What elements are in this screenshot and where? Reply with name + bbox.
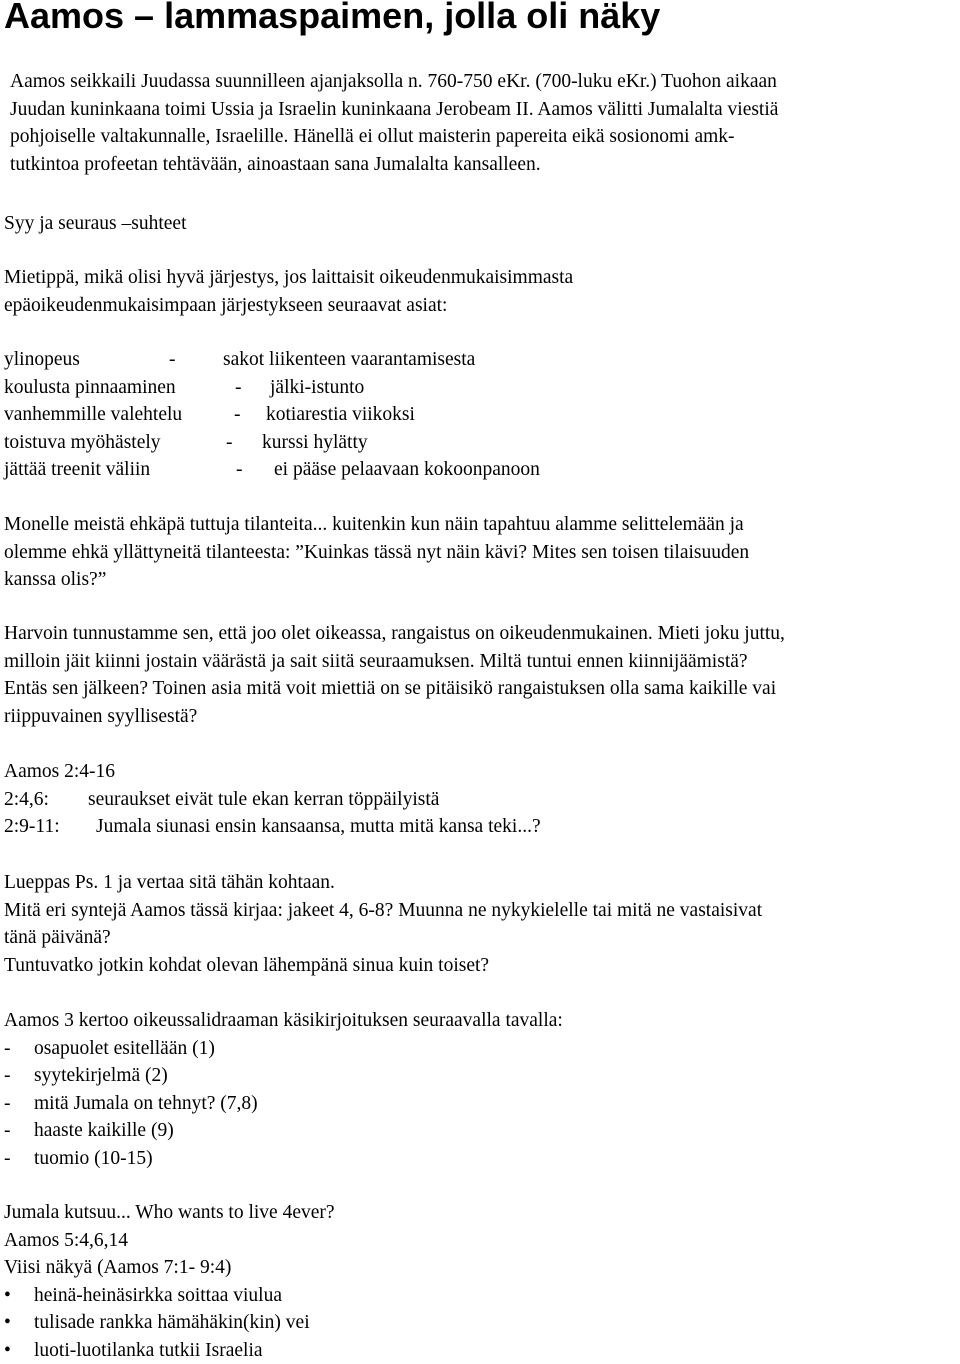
dash: -: [4, 1117, 34, 1145]
list-item: - mitä Jumala on tehnyt? (7,8): [4, 1090, 958, 1118]
prompt-line: Mietippä, mikä olisi hyvä järjestys, jos laittaisit oikeudenmukaisimmasta: [4, 264, 958, 292]
prompt-line: epäoikeudenmukaisimpaan järjestykseen seuraavat asiat:: [4, 292, 958, 320]
intro-line: Juudan kuninkaana toimi Ussia ja Israelin kuninkaana Jerobeam II. Aamos välitti Jumalalta viestiä: [10, 96, 960, 124]
offense: koulusta pinnaaminen: [4, 374, 176, 402]
list-item: - syytekirjelmä (2): [4, 1062, 958, 1090]
dash: -: [169, 346, 176, 374]
intro-line: tutkintoa profeetan tehtävään, ainoastaan sana Jumalalta kansalleen.: [10, 151, 960, 179]
consequence: jälki-istunto: [270, 374, 364, 402]
paragraph-line: milloin jäit kiinni jostain väärästä ja sait siitä seuraamuksen. Miltä tuntui ennen kiinnijäämistä?: [4, 648, 958, 676]
paragraph-line: Mitä eri syntejä Aamos tässä kirjaa: jakeet 4, 6-8? Muunna ne nykykielelle tai mitä ne vastaisivat: [4, 897, 958, 925]
bullet-icon: •: [4, 1309, 34, 1337]
trial-intro: Aamos 3 kertoo oikeussalidraaman käsikirjoituksen seuraavalla tavalla:: [4, 1007, 958, 1035]
paragraph-line: olemme ehkä yllättyneitä tilanteesta: ”Kuinkas tässä nyt näin kävi? Mites sen toisen tilaisuuden: [4, 539, 958, 567]
paragraph-line: Entäs sen jälkeen? Toinen asia mitä voit miettiä on se pitäisikö rangaistuksen olla sama kaikille vai: [4, 675, 958, 703]
verse-ref: 2:4,6:: [4, 786, 49, 814]
paragraph-line: Lueppas Ps. 1 ja vertaa sitä tähän kohtaan.: [4, 869, 958, 897]
dash: -: [226, 429, 233, 457]
consequence: kurssi hylätty: [262, 429, 368, 457]
list-item: - haaste kaikille (9): [4, 1117, 958, 1145]
visions-heading: Viisi näkyä (Aamos 7:1- 9:4): [4, 1254, 958, 1282]
list-item: [4, 429, 958, 457]
list-item: [4, 346, 958, 374]
bullet-icon: •: [4, 1282, 34, 1310]
list-item: • tulisade rankka hämähäkin(kin) vei: [4, 1309, 958, 1337]
list-item: [4, 456, 958, 484]
verse-ref: 2:9-11:: [4, 813, 60, 841]
verse-line: Aamos 5:4,6,14: [4, 1227, 958, 1255]
paragraph-line: kanssa olis?”: [4, 566, 958, 594]
reading-paragraph: [4, 869, 958, 979]
paragraph-line: tänä päivänä?: [4, 924, 958, 952]
verse-note: Jumala siunasi ensin kansaansa, mutta mitä kansa teki...?: [96, 813, 541, 841]
section-heading: Syy ja seuraus –suhteet: [4, 210, 958, 238]
dash: -: [4, 1090, 34, 1118]
paragraph-line: Monelle meistä ehkäpä tuttuja tilanteita... kuitenkin kun näin tapahtuu alamme selittelemään ja: [4, 511, 958, 539]
verse-note: seuraukset eivät tule ekan kerran töppäilyistä: [88, 786, 439, 814]
list-item: [4, 786, 958, 814]
list-item: • heinä-heinäsirkka soittaa viulua: [4, 1282, 958, 1310]
list-item: [4, 374, 958, 402]
offense: ylinopeus: [4, 346, 80, 374]
dash: -: [4, 1145, 34, 1173]
list-item: • luoti-luotilanka tutkii Israelia: [4, 1337, 958, 1364]
consequence: kotiarestia viikoksi: [266, 401, 415, 429]
offense: jättää treenit väliin: [4, 456, 150, 484]
intro-paragraph: [4, 68, 960, 178]
confession-paragraph: [4, 620, 958, 730]
intro-line: Aamos seikkaili Juudassa suunnilleen ajanjaksolla n. 760-750 eKr. (700-luku eKr.) Tuohon aikaan: [10, 68, 960, 96]
bullet-icon: •: [4, 1337, 34, 1364]
page-title: Aamos – lammaspaimen, jolla oli näky: [4, 0, 660, 38]
list-item: - osapuolet esitellään (1): [4, 1035, 958, 1063]
visions-section: [4, 1199, 958, 1364]
dash: -: [234, 401, 241, 429]
consequence: ei pääse pelaavaan kokoonpanoon: [274, 456, 540, 484]
scripture-heading: Aamos 2:4-16: [4, 758, 958, 786]
dash: -: [236, 456, 243, 484]
paragraph-line: Harvoin tunnustamme sen, että joo olet oikeassa, rangaistus on oikeudenmukainen. Mieti joku juttu,: [4, 620, 958, 648]
list-item: [4, 401, 958, 429]
dash: -: [4, 1062, 34, 1090]
prompt-paragraph: [4, 264, 958, 319]
offense: vanhemmille valehtelu: [4, 401, 182, 429]
reflection-paragraph: [4, 511, 958, 594]
consequence: sakot liikenteen vaarantamisesta: [223, 346, 475, 374]
paragraph-line: Tuntuvatko jotkin kohdat olevan lähempänä sinua kuin toiset?: [4, 952, 958, 980]
consequence-list: [4, 346, 958, 484]
intro-line: pohjoiselle valtakunnalle, Israelille. Hänellä ei ollut maisterin papereita eikä sosionomi amk-: [10, 123, 960, 151]
call-line: Jumala kutsuu... Who wants to live 4ever?: [4, 1199, 958, 1227]
paragraph-line: riippuvainen syyllisestä?: [4, 703, 958, 731]
list-item: [4, 813, 958, 841]
list-item: - tuomio (10-15): [4, 1145, 958, 1173]
dash: -: [235, 374, 242, 402]
scripture-section: [4, 758, 958, 841]
dash: -: [4, 1035, 34, 1063]
trial-section: [4, 1007, 958, 1172]
offense: toistuva myöhästely: [4, 429, 161, 457]
